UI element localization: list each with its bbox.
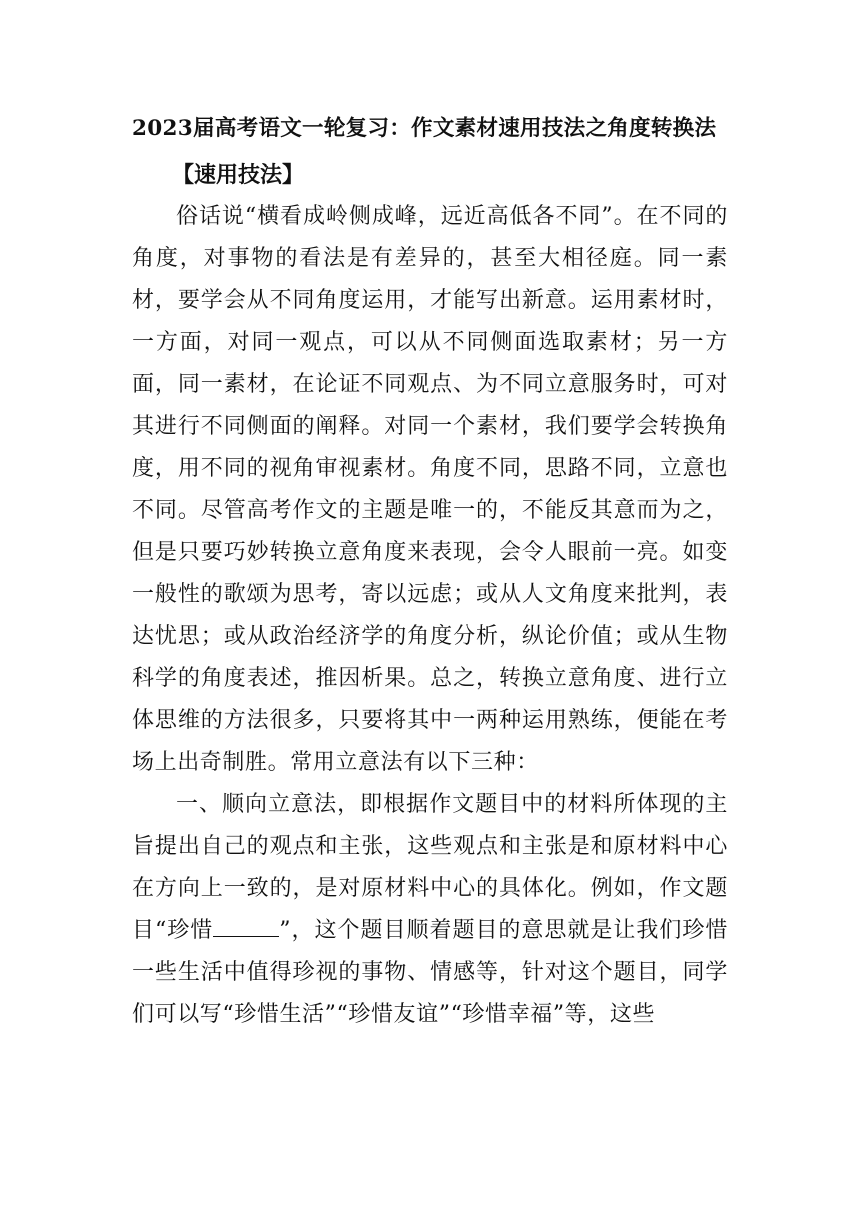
paragraph-method-one xyxy=(132,784,728,1036)
paragraph-method-one-text-start: 一、顺向立意法，即根据作文题目中的材料所体现的主旨提出自己的观点和主张，这些观点和主张是和原材料中心在方向上一致的，是对原材料中心的具体化。例如，作文题目“珍惜 xyxy=(132,792,728,943)
document-title: 2023届高考语文一轮复习：作文素材速用技法之角度转换法 xyxy=(132,116,717,141)
paragraph-method-one-text-end: ”，这个题目顺着题目的意思就是让我们珍惜一些生活中值得珍视的事物、情感等，针对这个题目，同学们可以写“珍惜生活”“珍惜友谊”“珍惜幸福”等，这些 xyxy=(132,918,728,1027)
document-page xyxy=(132,110,728,1036)
paragraph-intro: 俗话说“横看成岭侧成峰，远近高低各不同”。在不同的角度，对事物的看法是有差异的，甚至大相径庭。同一素材，要学会从不同角度运用，才能写出新意。运用素材时，一方面，对同一观点，可以从不同侧面选取素材；另一方面，同一素材，在论证不同观点、为不同立意服务时，可对其进行不同侧面的阐释。对同一个素材，我们要学会转换角度，用不同的视角审视素材。角度不同，思路不同，立意也不同。尽管高考作文的主题是唯一的，不能反其意而为之，但是只要巧妙转换立意角度来表现，会令人眼前一亮。如变一般性的歌颂为思考，寄以远虑；或从人文角度来批判，表达忧思；或从政治经济学的角度分析，纵论价值；或从生物科学的角度表述，推因析果。总之，转换立意角度、进行立体思维的方法很多，只要将其中一两种运用熟练，便能在考场上出奇制胜。常用立意法有以下三种： xyxy=(132,204,728,775)
section-heading: 【速用技法】 xyxy=(172,162,305,188)
fill-in-blank xyxy=(213,914,279,937)
